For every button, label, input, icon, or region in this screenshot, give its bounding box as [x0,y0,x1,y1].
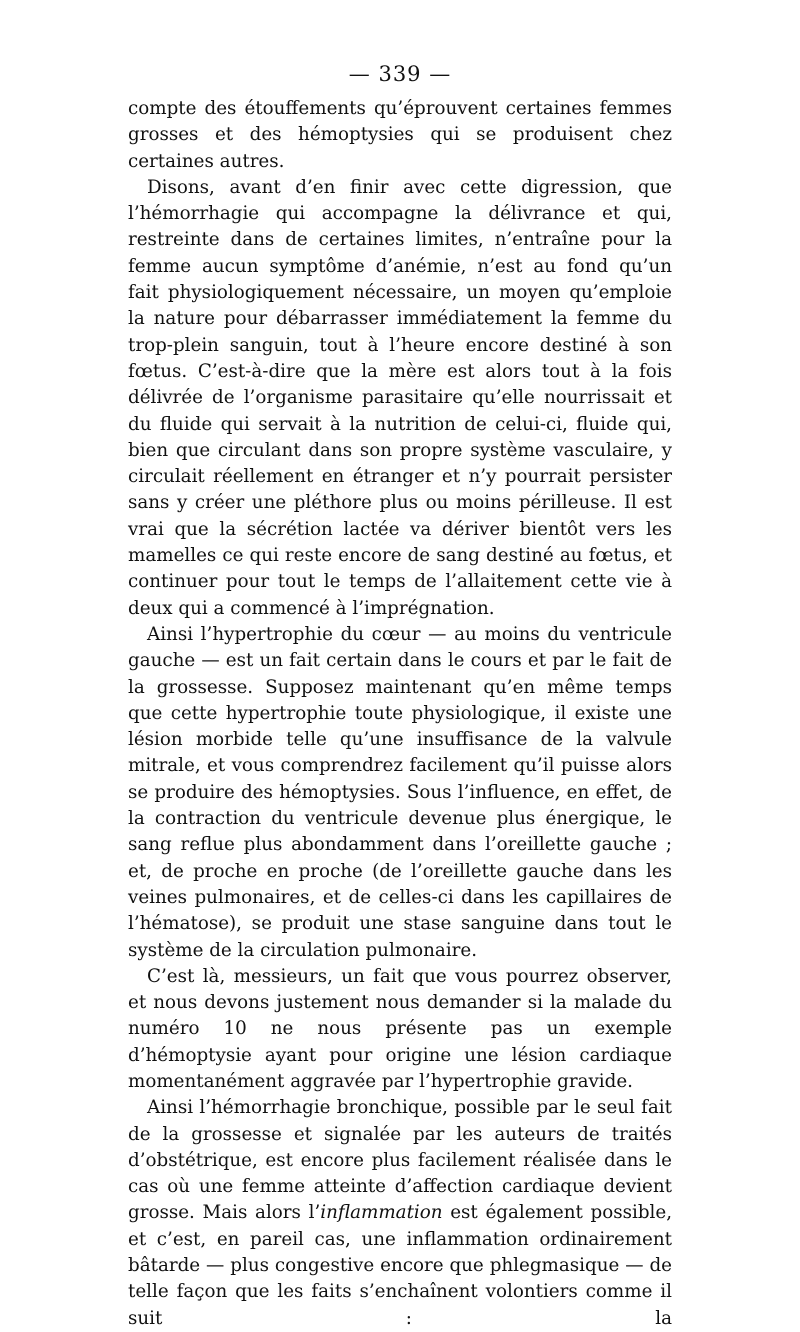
text-run: compte des étouffements qu’éprouvent certaines femmes grosses et des hémoptysies qui se produisent chez certaines autres. [128,98,672,172]
paragraph-1 [128,96,672,175]
paragraph-4 [128,964,672,1095]
paragraph-3 [128,622,672,964]
page-body-text [128,96,672,1332]
text-run: Ainsi l’hypertrophie du cœur — au moins du ventricule gauche — est un fait certain dans le cours et par le fait de la grossesse. Supposez maintenant qu’en même temps que cette hypertrophie toute physiologique, il existe une lésion morbide telle qu’une insuffisance de la valvule mitrale, et vous comprendrez facilement qu’il puisse alors se produire des hémoptysies. Sous l’influence, en effet, de la contraction du ventricule devenue plus énergique, le sang reflue plus abondamment dans l’oreillette gauche ; et, de proche en proche (de l’oreillette gauche dans les veines pulmonaires, et de celles-ci dans les capillaires de l’hématose), se produit une stase sanguine dans tout le système de la circulation pulmonaire. [128,623,672,961]
italic-text: inflammation [320,1202,443,1224]
page-number-header: — 339 — [348,62,452,86]
text-run: est également possible, et c’est, en pareil cas, une inflammation ordinairement bâtarde — plus congestive encore que phlegmasique — de telle façon que les faits s’enchaînent volontiers comme il suit : la [128,1202,673,1329]
text-run: Disons, avant d’en finir avec cette digression, que l’hémorrhagie qui accompagne la délivrance et qui, restreinte dans de certaines limites, n’entraîne pour la femme aucun symptôme d’anémie, n’est au fond qu’un fait physiologiquement nécessaire, un moyen qu’emploie la nature pour débarrasser immédiatement la femme du trop-plein sanguin, tout à l’heure encore destiné à son fœtus. C’est-à-dire que la mère est alors tout à la fois délivrée de l’organisme parasitaire qu’elle nourrissait et du fluide qui servait à la nutrition de celui-ci, fluide qui, bien que circulant dans son propre système vasculaire, y circulait réellement en étranger et n’y pourrait persister sans y créer une pléthore plus ou moins périlleuse. Il est vrai que la sécrétion lactée va dériver bientôt vers les mamelles ce qui reste encore de sang destiné au fœtus, et continuer pour tout le temps de l’allaitement cette vie à deux qui a commencé à l’imprégnation. [128,176,672,619]
paragraph-5 [128,1095,672,1332]
text-run: Ainsi l’hémorrhagie bronchique, possible par le seul fait de la grossesse et signalée par les auteurs de traités d’obstétrique, est encore plus facilement réalisée dans le cas où une femme atteinte d’affection cardiaque devient grosse. Mais alors l’ [128,1097,672,1224]
paragraph-2 [128,175,672,622]
text-run: C’est là, messieurs, un fait que vous pourrez observer, et nous devons justement nous demander si la malade du numéro 10 ne nous présente pas un exemple d’hémoptysie ayant pour origine une lésion cardiaque momentanément aggravée par l’hypertrophie gravide. [128,965,672,1092]
